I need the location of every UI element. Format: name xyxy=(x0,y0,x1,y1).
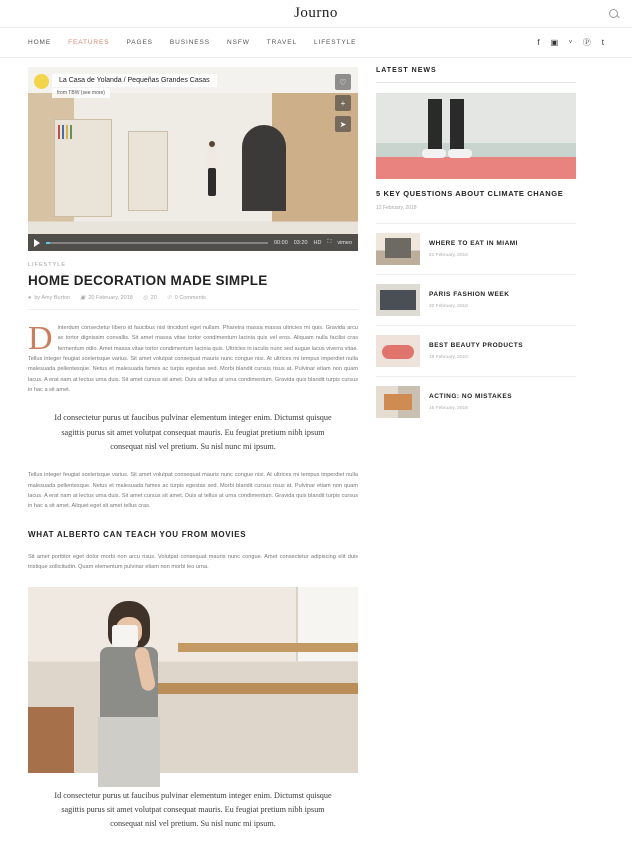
sidebar-featured-image[interactable] xyxy=(376,93,576,179)
article-image xyxy=(28,587,358,773)
search-icon[interactable] xyxy=(609,9,618,18)
nav-item-pages[interactable]: PAGES xyxy=(126,39,153,46)
article-paragraph-1 xyxy=(28,320,358,395)
decor-shelf xyxy=(128,131,168,211)
time-total: 03:20 xyxy=(293,239,308,246)
page-title: HOME DECORATION MADE SIMPLE xyxy=(28,273,268,288)
post-meta xyxy=(28,295,358,310)
article-paragraph-2: Tellus integer feugiat scelerisque varius. Sit amet volutpat consequat mauris nunc congue nisi. At ultrices mi tempus imperdiet nulla malesuada pellentesque. Netus et malesuada fames ac turpis egestas sed. Morbi blandit cursus risus at. Pulvinar etiam non quam lacus. A erat nam at lectus urna duis. Sit amet cursus sit amet. Duis at tellus at urna condimentum. Gravida quis blandit turpis cursus in hac a sit amet. Aliquet eget sit amet tellus cras. xyxy=(28,472,358,510)
page-content xyxy=(0,58,632,848)
user-icon: ● xyxy=(28,295,32,301)
thumbnail-image xyxy=(376,386,420,418)
calendar-icon: ▣ xyxy=(80,295,86,301)
figure-person xyxy=(86,601,172,773)
drop-cap: D xyxy=(28,320,53,357)
list-item-date: 20 February, 2018 xyxy=(429,303,468,309)
instagram-icon[interactable]: ▣ xyxy=(550,37,559,47)
plus-icon[interactable]: + xyxy=(335,95,351,111)
video-title[interactable]: La Casa de Yolanda / Pequeñas Grandes Casas xyxy=(52,74,217,87)
progress-bar[interactable] xyxy=(46,242,268,244)
list-item-title[interactable]: WHERE TO EAT IN MIAMI xyxy=(429,240,518,248)
person-figure xyxy=(204,141,220,205)
top-bar xyxy=(0,0,632,28)
nav-item-features[interactable]: FEATURES xyxy=(68,39,110,46)
list-item[interactable] xyxy=(376,274,576,325)
list-item-date: 22 February, 2018 xyxy=(429,252,468,258)
social-links xyxy=(537,39,604,47)
main-navigation xyxy=(0,28,632,58)
pinterest-icon[interactable]: Ⓟ xyxy=(582,37,591,47)
time-elapsed: 00:00 xyxy=(273,239,288,246)
video-controls[interactable] xyxy=(28,234,358,251)
site-logo[interactable]: Journo xyxy=(294,5,338,21)
nav-item-lifestyle[interactable]: LIFESTYLE xyxy=(313,39,357,46)
heart-icon[interactable]: ♡ xyxy=(335,74,351,90)
list-item-title[interactable]: BEST BEAUTY PRODUCTS xyxy=(429,342,524,350)
figure-stool xyxy=(28,707,74,773)
facebook-icon[interactable]: f xyxy=(537,37,540,47)
list-item[interactable] xyxy=(376,376,576,427)
thumbnail-image xyxy=(376,233,420,265)
decor-book xyxy=(66,125,68,139)
post-category[interactable]: LIFESTYLE xyxy=(28,262,67,268)
sidebar xyxy=(376,67,576,848)
fullscreen-icon[interactable]: ⛶ xyxy=(327,239,332,245)
pull-quote-2: Id consectetur purus ut faucibus pulvinar elementum integer enim. Dictumst quisque sagittis purus sit amet volutpat consequat mauris. Eu feugiat pretium nibh ipsum consequat nisl vel pretium. Su nisl nunc mi ipsum. xyxy=(54,790,332,829)
decor-book xyxy=(70,125,72,139)
sidebar-title: LATEST NEWS xyxy=(376,67,576,83)
quality-badge[interactable]: HD xyxy=(313,239,322,246)
list-item-title[interactable]: PARIS FASHION WEEK xyxy=(429,291,510,299)
decor-book xyxy=(62,125,64,139)
video-player[interactable] xyxy=(28,67,358,251)
article-paragraph-3: Sit amet porttitor eget dolor morbi non arcu risus. Volutpat consequat mauris nunc congue. Amet consectetur adipiscing elit duis tristique sollicitudin. Quam elementum pulvinar etiam non morbi leo urna. xyxy=(28,553,358,571)
play-icon[interactable] xyxy=(34,239,40,247)
article-subheading: WHAT ALBERTO CAN TEACH YOU FROM MOVIES xyxy=(28,529,247,539)
share-icon[interactable]: ➤ xyxy=(335,116,351,132)
thumbnail-image xyxy=(376,284,420,316)
list-item-date: 16 February, 2018 xyxy=(429,405,468,411)
paragraph-1-text: interdum consectetur libero id faucibus nisl tincidunt eget nullam. Pharetra massa massa ultricies mi quis. Gravida arcu ac tortor dignissim convallis. Sit amet massa vitae tortor condimentum lacinia quis vel eros. Aliquam nulla facilisi cras fermentum odio. Amet massa vitae tortor condimentum lacinia quis. Ultricies in iaculis nunc sed augue lacus viverra vitae. Tellus integer feugiat scelerisque varius. Sit amet volutpat consequat mauris nunc congue nisi. At ultrices mi tempus imperdiet nulla malesuada pellentesque. Netus et malesuada fames ac turpis egestas sed. Morbi blandit cursus risus at. Pulvinar etiam non quam lacus. A erat nam at lectus urna duis. Sit amet cursus sit amet. Duis at tellus at urna condimentum. Gravida quis blandit turpis cursus in hac a sit amet. xyxy=(28,325,358,394)
decor-archway xyxy=(242,125,286,211)
tumblr-icon[interactable]: t xyxy=(601,37,604,47)
nav-item-home[interactable]: HOME xyxy=(28,39,52,46)
list-item-date: 18 February, 2018 xyxy=(429,354,468,360)
sidebar-featured-date: 12 February, 2018 xyxy=(376,204,417,211)
figure-table-top xyxy=(178,643,358,652)
pull-quote-1: Id consectetur purus ut faucibus pulvinar elementum integer enim. Dictumst quisque sagittis purus sit amet volutpat consequat mauris. Eu feugiat pretium nibh ipsum consequat nisl vel pretium. Su nisl nunc mi ipsum. xyxy=(54,413,332,452)
decor-book xyxy=(58,125,60,139)
nav-item-travel[interactable]: TRAVEL xyxy=(266,39,297,46)
meta-date: ▣ 20 February, 2018 xyxy=(80,295,133,301)
figure-table xyxy=(150,683,358,694)
meta-views: ◎ 20 xyxy=(142,295,157,301)
video-subtitle[interactable]: from TBW (see more) xyxy=(52,88,110,98)
vimeo-brand[interactable]: vimeo xyxy=(337,239,352,246)
comment-icon: ☉ xyxy=(166,295,172,301)
eye-icon: ◎ xyxy=(142,295,148,301)
list-item[interactable] xyxy=(376,325,576,376)
nav-links xyxy=(28,39,356,46)
sidebar-featured-title[interactable]: 5 KEY QUESTIONS ABOUT CLIMATE CHANGE xyxy=(376,189,564,198)
list-item-title[interactable]: ACTING: NO MISTAKES xyxy=(429,393,513,401)
meta-comments[interactable]: ☉ 0 Comments xyxy=(166,295,206,301)
nav-item-business[interactable]: BUSINESS xyxy=(169,39,210,46)
list-item[interactable] xyxy=(376,223,576,274)
article-column xyxy=(28,67,358,848)
sidebar-news-list xyxy=(376,223,576,427)
nav-item-nsfw[interactable]: NSFW xyxy=(227,39,250,46)
meta-author[interactable]: ● by Amy Burton xyxy=(28,295,71,301)
thumbnail-image xyxy=(376,335,420,367)
video-actions xyxy=(335,74,351,132)
twitter-icon[interactable]: ᵛ xyxy=(569,37,572,47)
channel-avatar[interactable] xyxy=(34,74,49,89)
